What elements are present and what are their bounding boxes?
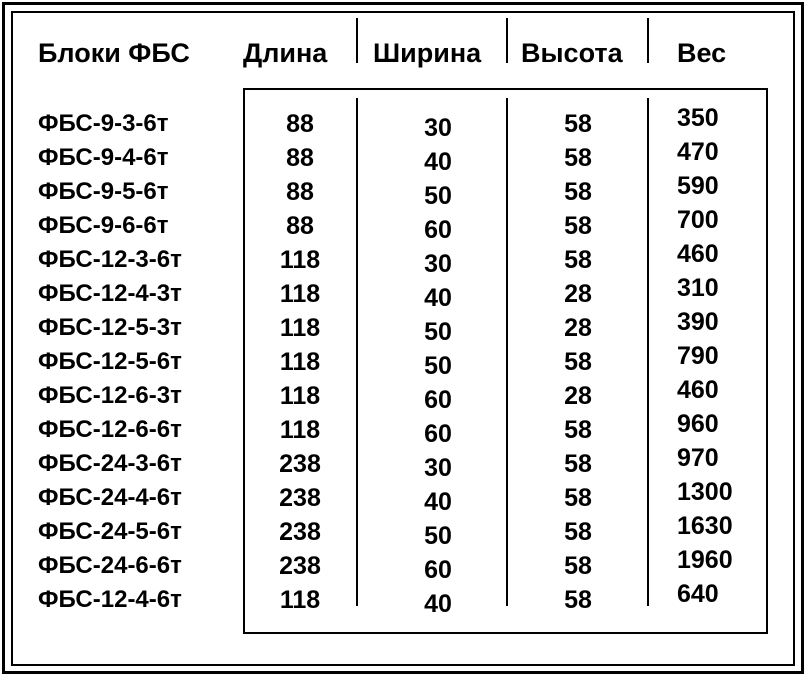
cell-width: 60 <box>424 556 452 584</box>
header-height: Высота <box>521 38 623 68</box>
cell-height: 58 <box>564 484 592 512</box>
cell-block-name: ФБС-9-6-6т <box>38 212 169 239</box>
cell-height: 58 <box>564 178 592 206</box>
cell-weight: 590 <box>677 172 719 200</box>
header-weight: Вес <box>677 38 727 68</box>
cell-block-name: ФБС-12-6-3т <box>38 382 182 409</box>
cell-length: 118 <box>279 280 321 308</box>
cell-width: 30 <box>424 454 452 482</box>
cell-length: 118 <box>279 246 321 274</box>
cell-length: 238 <box>279 484 321 512</box>
cell-length: 118 <box>279 314 321 342</box>
cell-height: 58 <box>564 586 592 614</box>
cell-width: 40 <box>424 488 452 516</box>
cell-weight: 790 <box>677 342 719 370</box>
cell-height: 58 <box>564 416 592 444</box>
cell-weight: 1960 <box>677 546 733 574</box>
cell-weight: 960 <box>677 410 719 438</box>
cell-block-name: ФБС-12-6-6т <box>38 416 182 443</box>
column-separator <box>647 18 649 63</box>
cell-width: 60 <box>424 386 452 414</box>
cell-block-name: ФБС-9-5-6т <box>38 178 169 205</box>
cell-block-name: ФБС-12-3-6т <box>38 246 182 273</box>
cell-weight: 640 <box>677 580 719 608</box>
column-separator <box>356 18 358 63</box>
header-name: Блоки ФБС <box>38 38 190 68</box>
cell-block-name: ФБС-12-5-3т <box>38 314 182 341</box>
cell-width: 40 <box>424 284 452 312</box>
cell-weight: 1300 <box>677 478 733 506</box>
cell-width: 50 <box>424 352 452 380</box>
cell-length: 118 <box>279 586 321 614</box>
cell-weight: 970 <box>677 444 719 472</box>
cell-width: 40 <box>424 590 452 618</box>
cell-weight: 1630 <box>677 512 733 540</box>
cell-width: 30 <box>424 114 452 142</box>
column-separator <box>647 98 649 606</box>
cell-height: 28 <box>564 280 592 308</box>
column-separator <box>506 98 508 606</box>
cell-weight: 460 <box>677 240 719 268</box>
column-separator <box>506 18 508 63</box>
cell-block-name: ФБС-24-5-6т <box>38 518 182 545</box>
cell-block-name: ФБС-9-4-6т <box>38 144 169 171</box>
cell-weight: 470 <box>677 138 719 166</box>
cell-length: 118 <box>279 416 321 444</box>
cell-length: 88 <box>286 178 314 206</box>
cell-height: 58 <box>564 110 592 138</box>
cell-weight: 350 <box>677 104 719 132</box>
column-separator <box>356 98 358 606</box>
cell-length: 238 <box>279 552 321 580</box>
cell-width: 50 <box>424 318 452 346</box>
cell-block-name: ФБС-12-4-6т <box>38 586 182 613</box>
cell-height: 58 <box>564 212 592 240</box>
cell-width: 30 <box>424 250 452 278</box>
cell-length: 118 <box>279 382 321 410</box>
cell-width: 40 <box>424 148 452 176</box>
cell-weight: 700 <box>677 206 719 234</box>
cell-length: 88 <box>286 144 314 172</box>
header-length: Длина <box>243 38 328 68</box>
cell-width: 50 <box>424 522 452 550</box>
cell-length: 238 <box>279 450 321 478</box>
cell-width: 60 <box>424 216 452 244</box>
cell-length: 238 <box>279 518 321 546</box>
cell-block-name: ФБС-24-6-6т <box>38 552 182 579</box>
cell-height: 58 <box>564 144 592 172</box>
cell-width: 60 <box>424 420 452 448</box>
cell-weight: 460 <box>677 376 719 404</box>
cell-height: 58 <box>564 348 592 376</box>
cell-weight: 390 <box>677 308 719 336</box>
cell-height: 28 <box>564 314 592 342</box>
cell-block-name: ФБС-24-4-6т <box>38 484 182 511</box>
cell-block-name: ФБС-12-5-6т <box>38 348 182 375</box>
cell-block-name: ФБС-9-3-6т <box>38 110 169 137</box>
cell-block-name: ФБС-12-4-3т <box>38 280 182 307</box>
cell-height: 58 <box>564 552 592 580</box>
cell-width: 50 <box>424 182 452 210</box>
cell-block-name: ФБС-24-3-6т <box>38 450 182 477</box>
cell-height: 58 <box>564 246 592 274</box>
cell-length: 88 <box>286 110 314 138</box>
cell-weight: 310 <box>677 274 719 302</box>
header-width: Ширина <box>373 38 482 68</box>
cell-length: 118 <box>279 348 321 376</box>
cell-height: 28 <box>564 382 592 410</box>
cell-height: 58 <box>564 518 592 546</box>
cell-height: 58 <box>564 450 592 478</box>
cell-length: 88 <box>286 212 314 240</box>
